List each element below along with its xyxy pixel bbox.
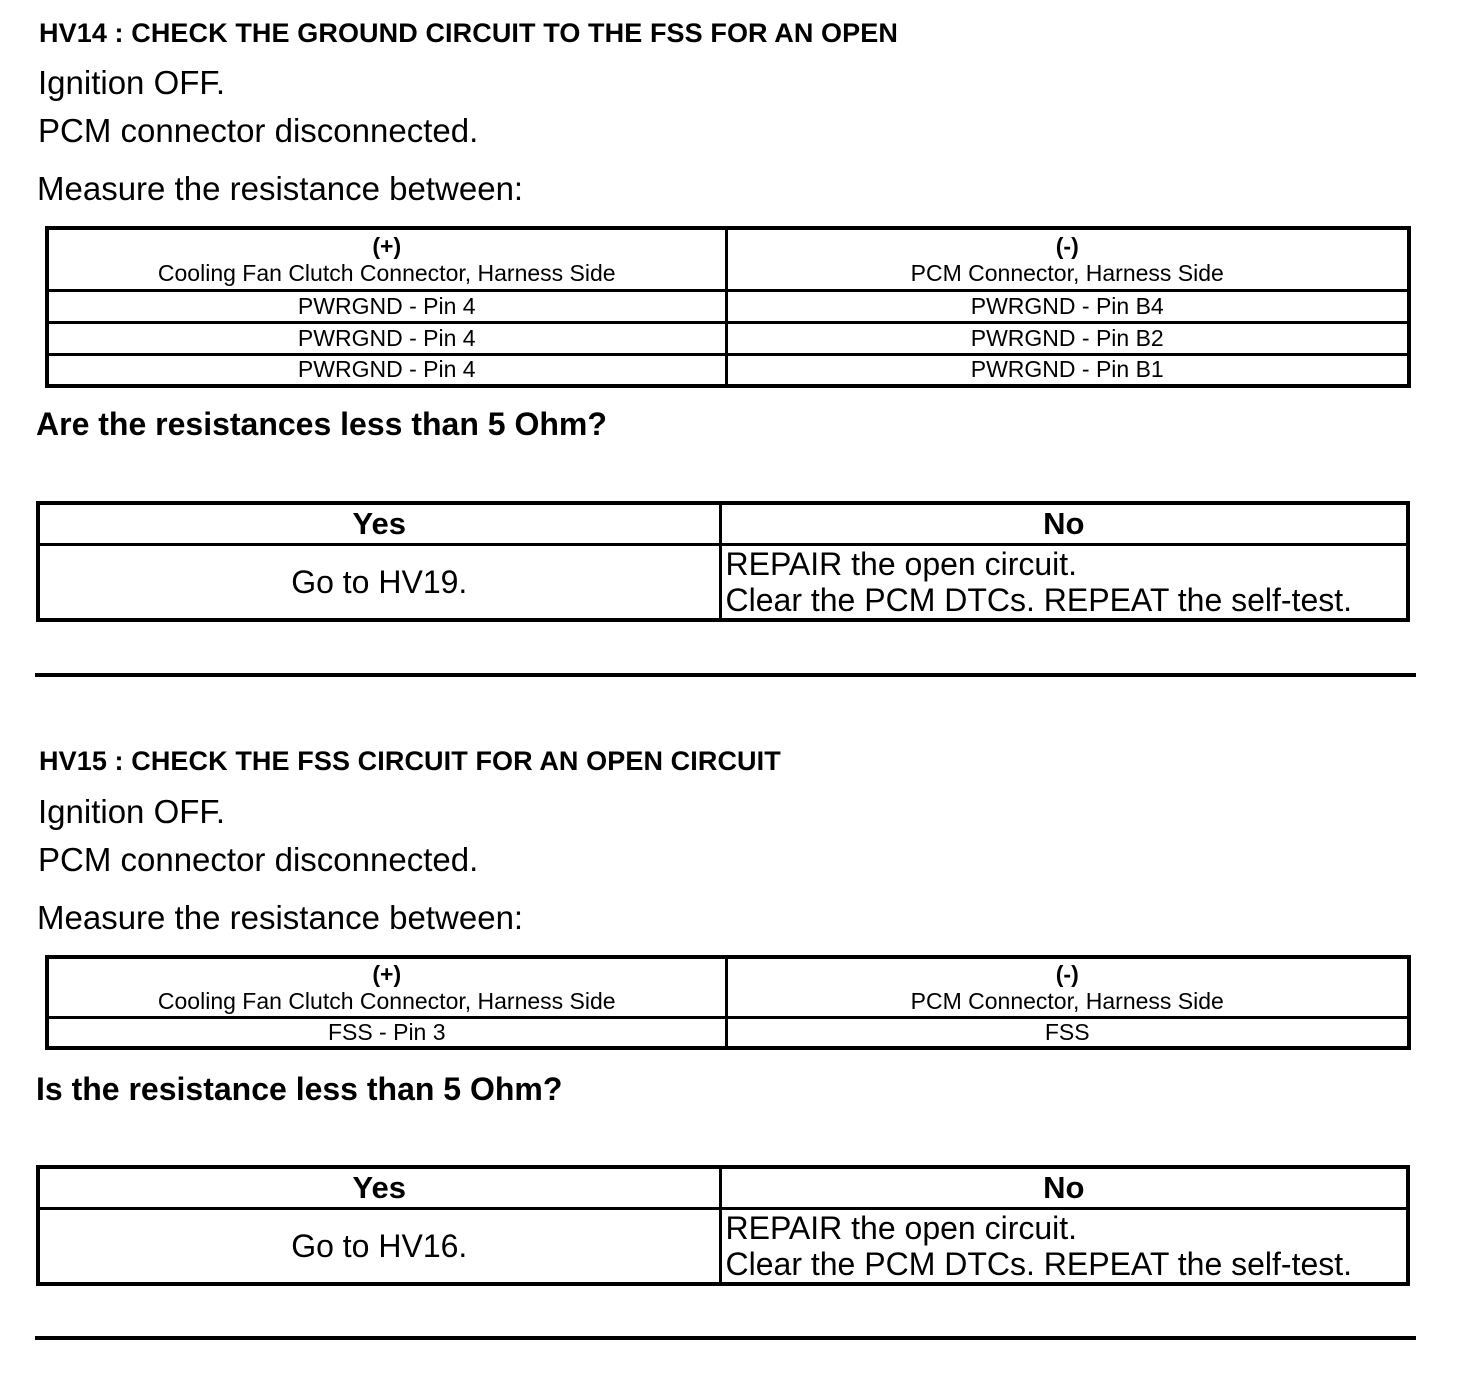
plus-column-header	[47, 957, 726, 1017]
answer-table	[36, 1165, 1410, 1286]
plus-cell: FSS - Pin 3	[47, 1017, 726, 1048]
yes-header: Yes	[38, 1167, 720, 1209]
step-heading: HV15 : CHECK THE FSS CIRCUIT FOR AN OPEN CIRCUIT	[39, 746, 781, 776]
no-action-line: REPAIR the open circuit.	[725, 546, 1078, 582]
no-action-line: Clear the PCM DTCs. REPEAT the self-test.	[725, 1246, 1353, 1282]
instruction-line: Measure the resistance between:	[37, 170, 524, 207]
plus-symbol: (+)	[372, 961, 402, 988]
answer-header-row	[38, 1167, 1408, 1209]
measurement-table	[45, 226, 1411, 388]
plus-label: Cooling Fan Clutch Connector, Harness Side	[157, 260, 616, 287]
plus-symbol: (+)	[372, 233, 402, 260]
no-action-line: REPAIR the open circuit.	[725, 1210, 1078, 1246]
plus-cell: PWRGND - Pin 4	[47, 322, 726, 354]
instruction-line: PCM connector disconnected.	[38, 841, 479, 878]
question: Are the resistances less than 5 Ohm?	[36, 406, 607, 442]
answer-header-row	[38, 503, 1408, 545]
section-divider	[35, 1336, 1416, 1340]
instruction-line: Measure the resistance between:	[37, 899, 524, 936]
minus-column-header	[726, 957, 1409, 1017]
yes-action: Go to HV16.	[38, 1209, 720, 1285]
instruction-line: Ignition OFF.	[38, 793, 226, 830]
no-action-line: Clear the PCM DTCs. REPEAT the self-test.	[725, 582, 1353, 618]
step-heading: HV14 : CHECK THE GROUND CIRCUIT TO THE FSS FOR AN OPEN	[39, 18, 898, 48]
plus-label: Cooling Fan Clutch Connector, Harness Side	[157, 988, 616, 1015]
minus-label: PCM Connector, Harness Side	[910, 260, 1224, 287]
table-row	[47, 1017, 1409, 1048]
minus-cell: PWRGND - Pin B2	[726, 322, 1409, 354]
plus-cell: PWRGND - Pin 4	[47, 290, 726, 322]
minus-symbol: (-)	[1055, 961, 1079, 988]
measurement-table	[45, 955, 1411, 1050]
no-action	[720, 545, 1408, 621]
table-row	[47, 354, 1409, 386]
instruction-line: Ignition OFF.	[38, 64, 226, 101]
minus-cell: PWRGND - Pin B4	[726, 290, 1409, 322]
table-row	[47, 290, 1409, 322]
instruction-line: PCM connector disconnected.	[38, 112, 479, 149]
minus-column-header	[726, 228, 1409, 290]
answer-row	[38, 545, 1408, 621]
no-header: No	[720, 503, 1408, 545]
question: Is the resistance less than 5 Ohm?	[36, 1071, 563, 1107]
answer-table	[36, 501, 1410, 622]
minus-cell: PWRGND - Pin B1	[726, 354, 1409, 386]
answer-row	[38, 1209, 1408, 1285]
table-row	[47, 322, 1409, 354]
no-action	[720, 1209, 1408, 1285]
section-divider	[35, 673, 1416, 677]
table-header-row	[47, 228, 1409, 290]
table-header-row	[47, 957, 1409, 1017]
minus-symbol: (-)	[1055, 233, 1079, 260]
plus-cell: PWRGND - Pin 4	[47, 354, 726, 386]
minus-label: PCM Connector, Harness Side	[910, 988, 1224, 1015]
plus-column-header	[47, 228, 726, 290]
yes-action: Go to HV19.	[38, 545, 720, 621]
no-header: No	[720, 1167, 1408, 1209]
yes-header: Yes	[38, 503, 720, 545]
minus-cell: FSS	[726, 1017, 1409, 1048]
